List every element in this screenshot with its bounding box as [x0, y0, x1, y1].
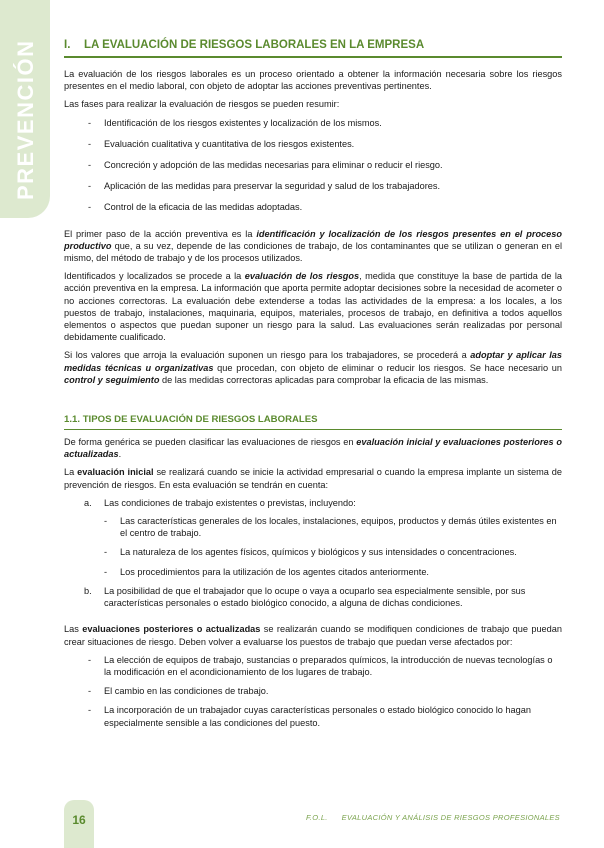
- page-content: [64, 38, 562, 736]
- emphasis: evaluación de los riesgos: [244, 271, 360, 282]
- list-item: - Aplicación de las medidas para preservar la seguridad y salud de los trabajadores.: [64, 180, 562, 192]
- subsection-number: 1.1.: [64, 414, 81, 426]
- conditions-sublist: [104, 515, 562, 578]
- footer-chapter: EVALUACIÓN Y ANÁLISIS DE RIESGOS PROFESIONALES: [341, 813, 560, 822]
- subsection-title-text: TIPOS DE EVALUACIÓN DE RIESGOS LABORALES: [82, 414, 318, 426]
- emphasis: evaluaciones posteriores o actualizadas: [82, 624, 261, 635]
- emphasis: adoptar y aplicar las medidas técnicas u organizativas: [64, 350, 562, 373]
- section-title: [64, 38, 562, 58]
- side-tab-label: PREVENCIÓN: [13, 39, 38, 200]
- emphasis: evaluación inicial y evaluaciones posteriores o actualizadas: [64, 437, 562, 460]
- list-item: - La incorporación de un trabajador cuyas características personales o estado biológico conocido lo hagan especialmente sensible a las condiciones del puesto.: [64, 704, 562, 728]
- list-marker: b.: [84, 585, 92, 596]
- phases-list: [64, 117, 562, 214]
- identified-paragraph: Identificados y localizados se procede a la evaluación de los riesgos, medida que constituye la base de partida de la acción preventiva en la empresa. La información que aporta permite adoptar decisiones sobre la necesidad de acometer o no acciones correctoras. La evaluación debe extenderse a todas las actividades de la empresa: a los locales, a los puestos de trabajo, instalaciones, maquinaria, equipos, materiales, procesos de trabajo, en definitiva a todos aquellos elementos o aspectos que puedan suponer un riesgo para la salud. Las evaluaciones serán realizadas por personal debidamente cualificado.: [64, 271, 563, 343]
- list-item: - La elección de equipos de trabajo, sustancias o preparados químicos, la introducción de nuevas tecnologías o la modificación en el acondicionamiento de los lugares de trabajo.: [64, 654, 562, 678]
- section-number: I.: [64, 39, 71, 51]
- list-item: - Control de la eficacia de las medidas adoptadas.: [64, 201, 562, 213]
- list-item: - Los procedimientos para la utilización de los agentes citados anteriormente.: [104, 566, 562, 578]
- section-title-text: LA EVALUACIÓN DE RIESGOS LABORALES EN LA EMPRESA: [84, 39, 425, 51]
- list-item: a. Las condiciones de trabajo existentes o previstas, incluyendo: - Las características generales de los locales, instalaciones, equipos, productos y demás útiles existentes en el centro de trabajo. - La naturaleza de los agentes físicos, químicos y biológicos y sus intensidades o concentraciones. - Los procedimientos para la utilización de los agentes citados anteriormente.: [64, 497, 562, 578]
- running-footer: [306, 812, 560, 824]
- list-item: b. La posibilidad de que el trabajador que lo ocupe o vaya a ocuparlo sea especialmente sensible, por sus características personales o estado biológico conocido, a alguna de dichas condiciones.: [84, 585, 526, 609]
- list-item: - Concreción y adopción de las medidas necesarias para eliminar o reducir el riesgo.: [64, 159, 562, 171]
- footer-course: F.O.L.: [306, 813, 328, 822]
- types-paragraph: De forma genérica se pueden clasificar las evaluaciones de riesgos en evaluación inicial y evaluaciones posteriores o actualizadas.: [64, 437, 562, 460]
- list-marker: a.: [84, 497, 92, 508]
- first-step-paragraph: El primer paso de la acción preventiva es la identificación y localización de los riesgos presentes en el proceso productivo que, a su vez, depende de las condiciones de trabajo, de los contaminantes que se utilizan o generan en el mismo, del método de trabajo y de los procesos utilizados.: [64, 228, 562, 264]
- side-tab: [0, 0, 50, 218]
- intro-paragraph: La evaluación de los riesgos laborales es un proceso orientado a obtener la información necesaria sobre los riesgos presentes en el medio laboral, con objeto de adoptar las acciones preventivas pertinentes.: [64, 69, 562, 92]
- page-number: 16: [64, 800, 94, 848]
- initial-list: [64, 497, 562, 609]
- initial-paragraph: La evaluación inicial se realizará cuando se inicie la actividad empresarial o cuando la empresa implante un sistema de prevención de riesgos. En esta evaluación se tendrán en cuenta:: [64, 467, 562, 490]
- emphasis: identificación y localización de los riesgos presentes en el proceso productivo: [64, 228, 562, 251]
- phases-lead: Las fases para realizar la evaluación de riesgos se pueden resumir:: [64, 99, 340, 110]
- emphasis: control y seguimiento: [64, 374, 160, 385]
- list-item: - El cambio en las condiciones de trabajo.: [64, 685, 562, 697]
- list-item: - Identificación de los riesgos existentes y localización de los mismos.: [64, 117, 562, 129]
- subsection-title: [64, 414, 562, 430]
- posterior-paragraph: Las evaluaciones posteriores o actualizadas se realizarán cuando se modifiquen condiciones de trabajo que puedan crear situaciones de riesgo. Deben volver a evaluarse los puestos de trabajo que puedan verse afectados por:: [64, 624, 562, 647]
- list-item: - Evaluación cualitativa y cuantitativa de los riesgos existentes.: [64, 138, 562, 150]
- list-item: - Las características generales de los locales, instalaciones, equipos, productos y demás útiles existentes en el centro de trabajo.: [104, 515, 562, 539]
- emphasis: evaluación inicial: [77, 467, 154, 478]
- posterior-list: [64, 654, 562, 729]
- values-paragraph: Si los valores que arroja la evaluación suponen un riesgo para los trabajadores, se procederá a adoptar y aplicar las medidas técnicas u organizativas que procedan, con objeto de eliminar o reducir los riesgos. Se hace necesario un control y seguimiento de las medidas correctoras aplicadas para comprobar la eficacia de las mismas.: [64, 350, 562, 385]
- list-item: - La naturaleza de los agentes físicos, químicos y biológicos y sus intensidades o concentraciones.: [104, 546, 562, 558]
